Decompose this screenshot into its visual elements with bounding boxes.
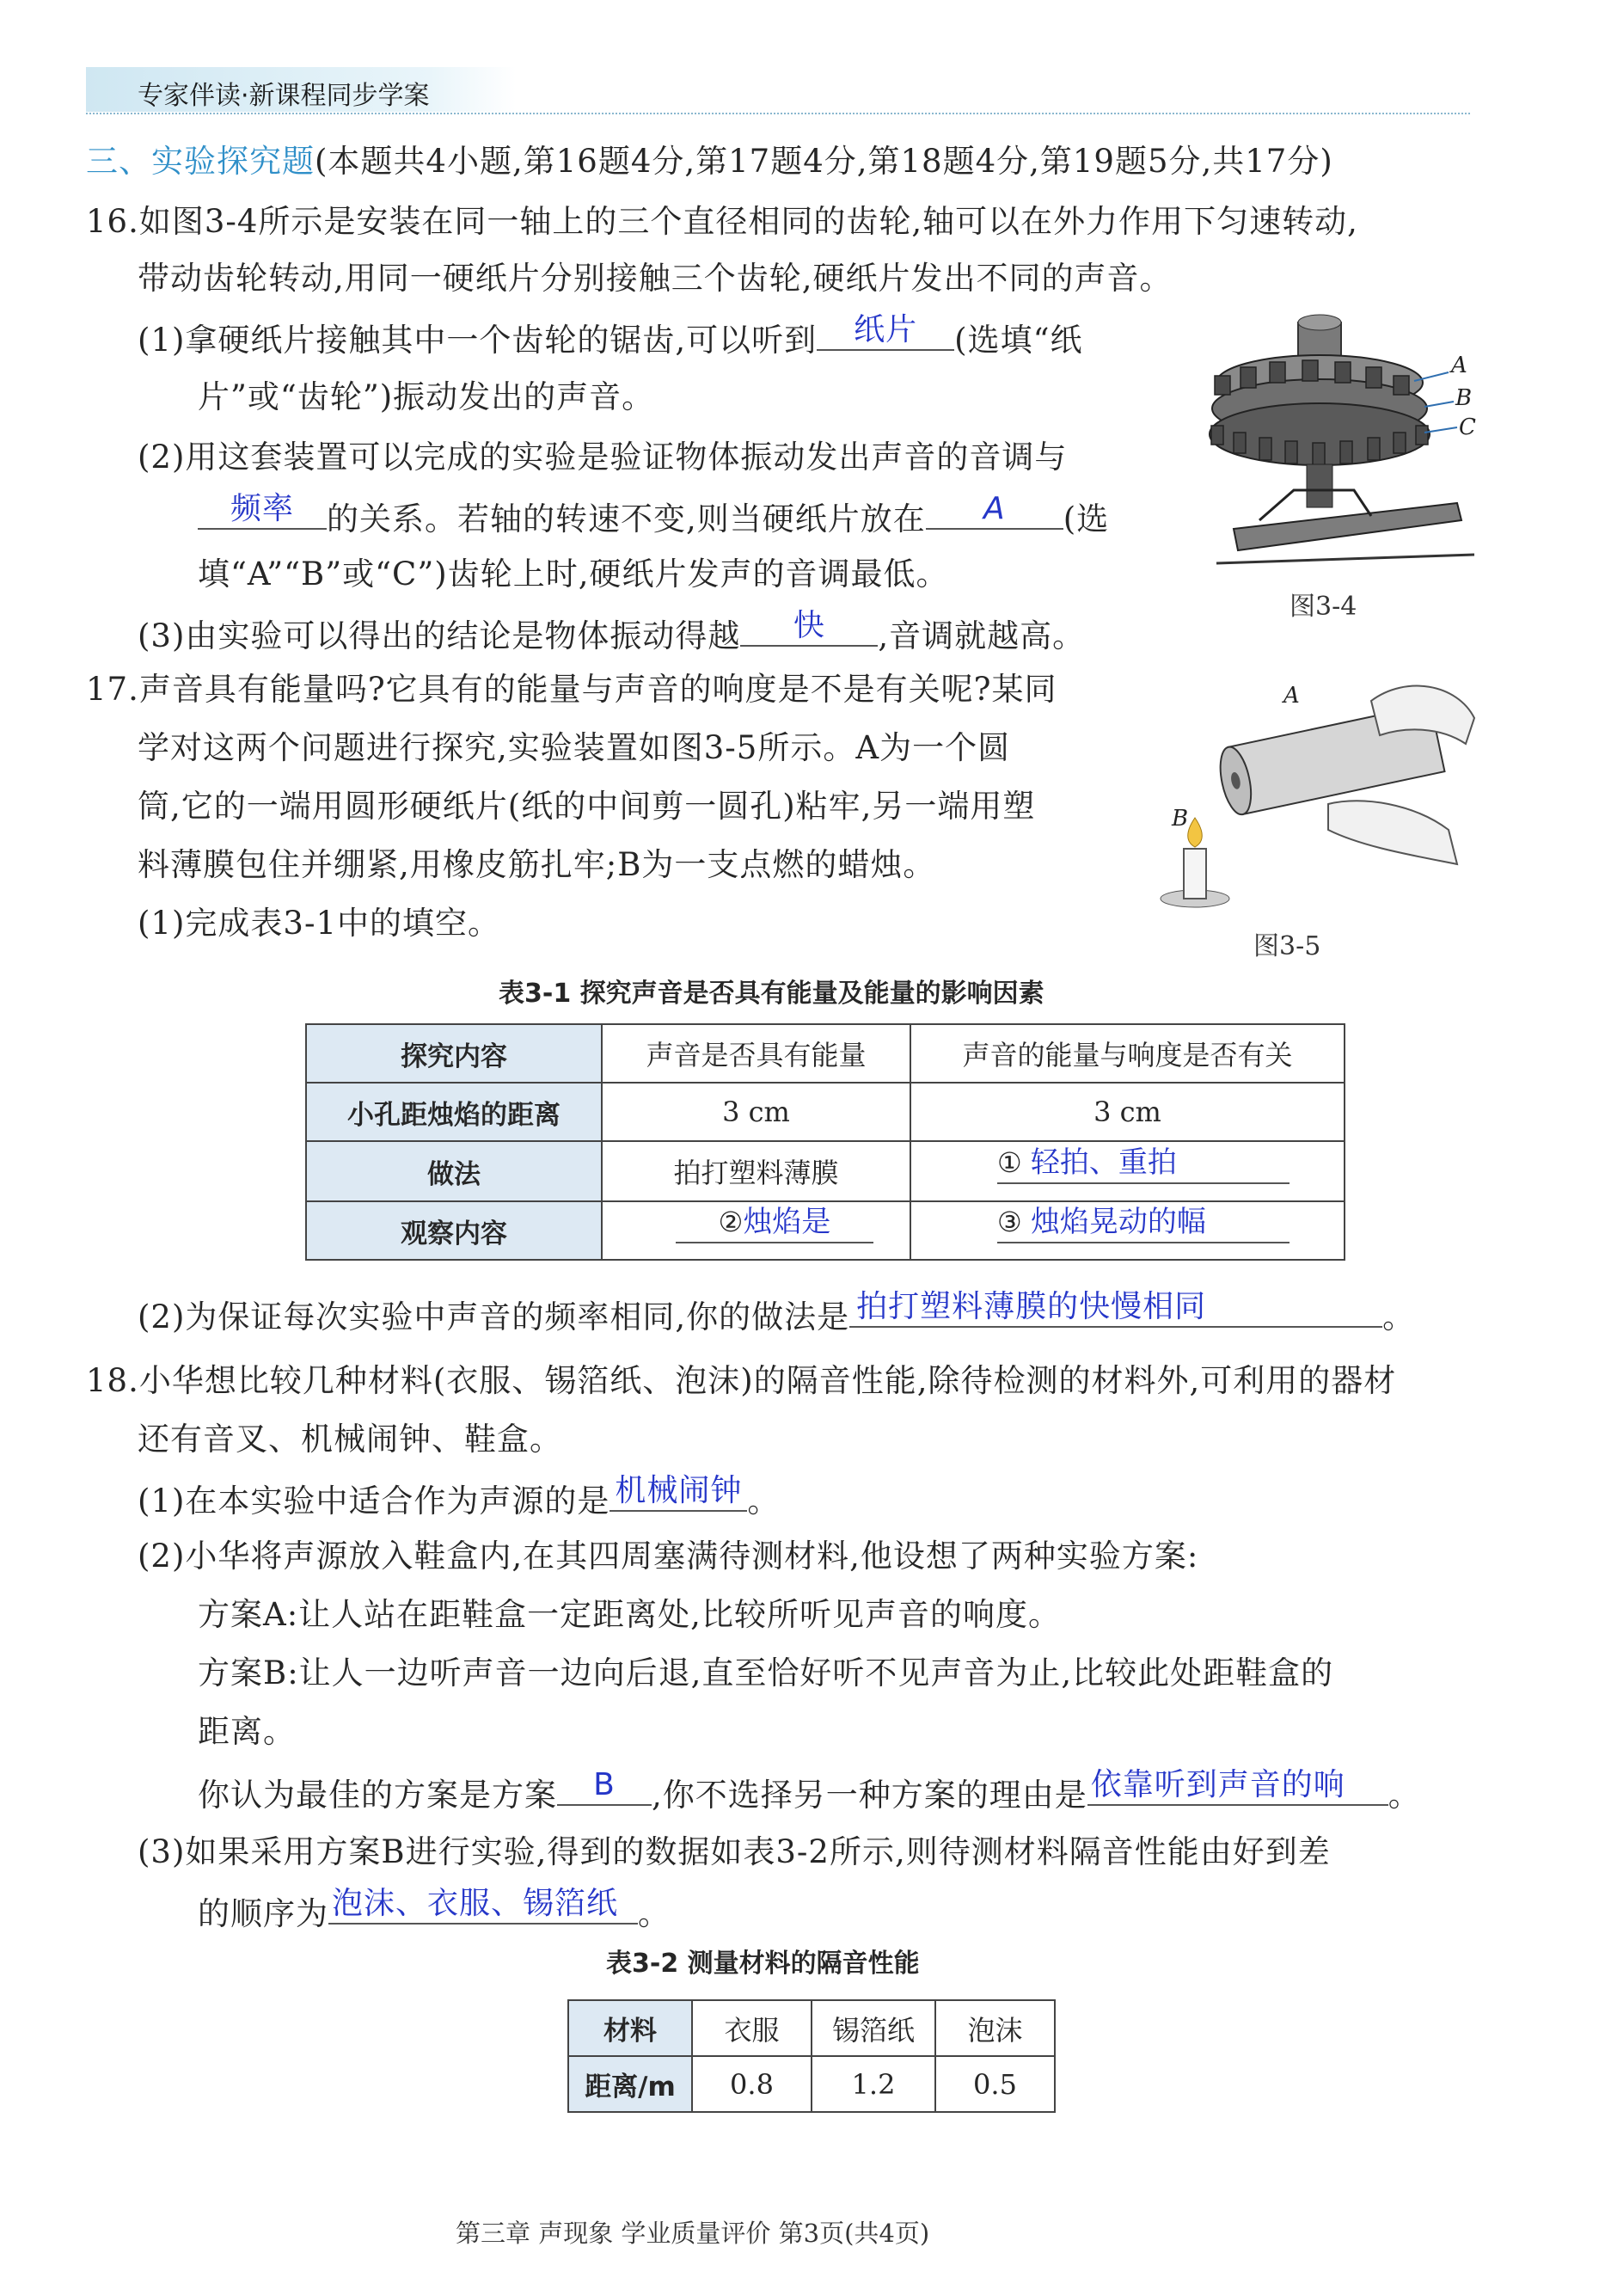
table-cell: 声音的能量与响度是否有关 (910, 1024, 1345, 1083)
table-row (306, 1083, 1345, 1141)
table-cell: 声音是否具有能量 (602, 1024, 910, 1083)
q16-p3-text: (3)由实验可以得出的结论是物体振动得越 (138, 617, 741, 654)
gear-figure (1199, 305, 1483, 580)
q16-p3-blank (740, 608, 878, 647)
table-3-1 (305, 1023, 1345, 1261)
q17-line1: 17.声音具有能量吗?它具有的能量与声音的响度是不是有关呢?某同 (86, 671, 1057, 708)
q18-reason-blank (1087, 1767, 1388, 1806)
blank-3-answer: 烛焰晃动的幅 (1030, 1205, 1206, 1239)
gear-label-b: B (1455, 385, 1473, 411)
blank-1 (997, 1145, 1290, 1184)
table-cell: 材料 (568, 2000, 692, 2056)
q18-choose-blank (557, 1767, 652, 1806)
q17-line3: 筒,它的一端用圆形硬纸片(纸的中间剪一圆孔)粘牢,另一端用塑 (138, 788, 1036, 825)
q18-part3-line2 (198, 1886, 671, 1932)
q16-p2-mid: 的关系。若轴的转速不变,则当硬纸片放在 (327, 500, 926, 537)
table-3-2-caption: 表3-2 测量材料的隔音性能 (606, 1949, 920, 1979)
q18-part2: (2)小华将声源放入鞋盒内,在其四周塞满待测材料,他设想了两种实验方案: (138, 1538, 1199, 1575)
table-cell: 0.8 (692, 2056, 812, 2112)
section-heading (86, 144, 1333, 179)
q16-p1-cont: 片”或“齿轮”)振动发出的声音。 (198, 378, 655, 415)
q18-p1-text: (1)在本实验中适合作为声源的是 (138, 1483, 610, 1519)
table-cell: 距离/m (568, 2056, 692, 2112)
q16-line1: 16.如图3-4所示是安装在同一轴上的三个直径相同的齿轮,轴可以在外力作用下匀速转动, (86, 203, 1358, 240)
table-cell: 3 cm (910, 1083, 1345, 1141)
q18-choose (198, 1767, 1421, 1814)
table-row (568, 2056, 1055, 2112)
q18-p3-end: 。 (638, 1895, 671, 1932)
q17-line4: 料薄膜包住并绷紧,用橡皮筋扎牢;B为一支点燃的蜡烛。 (138, 846, 936, 883)
q18-p1-end: 。 (747, 1483, 781, 1519)
table-cell: 探究内容 (306, 1024, 602, 1083)
table-row (306, 1201, 1345, 1260)
table-3-2 (567, 1999, 1056, 2113)
q18-plan-b-line2: 距离。 (198, 1713, 296, 1750)
q18-plan-a: 方案A:让人站在距鞋盒一定距离处,比较所听见声音的响度。 (198, 1596, 1061, 1633)
q18-plan-b-line1: 方案B:让人一边听声音一边向后退,直至恰好听不见声音为止,比较此处距鞋盒的 (198, 1654, 1334, 1691)
page-footer: 第三章 声现象 学业质量评价 第3页(共4页) (456, 2219, 930, 2248)
table-cell: 观察内容 (306, 1201, 602, 1260)
q18-part1 (138, 1473, 781, 1519)
table-cell: 0.5 (935, 2056, 1055, 2112)
q18-p1-answer: 机械闹钟 (615, 1473, 743, 1508)
q16-p1-answer: 纸片 (854, 312, 918, 347)
q16-p2-line3: 填“A”“B”或“C”)齿轮上时,硬纸片发声的音调最低。 (198, 556, 949, 592)
table-cell: 3 cm (602, 1083, 910, 1141)
q16-p2-line2 (198, 491, 1110, 537)
q16-part3 (138, 608, 1086, 654)
blank-3-num: ③ (997, 1206, 1022, 1238)
fig-3-4-caption: 图3-4 (1290, 592, 1357, 622)
q16-p1-blank (817, 312, 954, 351)
q18-line1: 18.小华想比较几种材料(衣服、锡箔纸、泡沫)的隔音性能,除待检测的材料外,可利用的器材 (86, 1362, 1397, 1399)
q18-choose-answer: B (593, 1767, 616, 1802)
section-note: (本题共4小题,第16题4分,第17题4分,第18题4分,第19题5分,共17分) (315, 143, 1333, 180)
q16-p2-blank2 (926, 491, 1063, 530)
gear-label-a: A (1451, 353, 1467, 378)
section-title: 三、实验探究题 (86, 143, 315, 180)
q16-p2-answer2: A (983, 491, 1006, 526)
blank-2 (676, 1205, 873, 1243)
q18-p3-blank (328, 1886, 638, 1925)
blank-1-answer: 轻拍、重拍 (1030, 1145, 1177, 1180)
gear-label-c: C (1459, 414, 1476, 440)
blank-3 (997, 1205, 1290, 1243)
table-cell: 做法 (306, 1141, 602, 1201)
q17-p2-end: 。 (1382, 1298, 1416, 1335)
table-row (306, 1024, 1345, 1083)
table-cell: 锡箔纸 (812, 2000, 935, 2056)
blank-1-num: ① (997, 1146, 1022, 1179)
q18-p3-text: 的顺序为 (198, 1895, 328, 1932)
candle-label-b: B (1172, 806, 1189, 832)
q16-line2: 带动齿轮转动,用同一硬纸片分别接触三个齿轮,硬纸片发出不同的声音。 (138, 260, 1173, 297)
q16-p3-tail: ,音调就越高。 (878, 617, 1086, 654)
header-title: 专家伴读·新课程同步学案 (138, 81, 430, 111)
q18-part3-line1: (3)如果采用方案B进行实验,得到的数据如表3-2所示,则待测材料隔音性能由好到差 (138, 1833, 1331, 1870)
table-row (568, 2000, 1055, 2056)
blank-2-answer: 烛焰是 (743, 1205, 831, 1239)
q16-p2-answer1: 频率 (230, 491, 294, 526)
table-cell: 拍打塑料薄膜 (602, 1141, 910, 1201)
q16-part1 (138, 312, 1083, 359)
blank-2-num: ② (718, 1206, 744, 1238)
q17-line2: 学对这两个问题进行探究,实验装置如图3-5所示。A为一个圆 (138, 729, 1011, 766)
q17-part1: (1)完成表3-1中的填空。 (138, 905, 500, 942)
table-cell-blank2 (602, 1201, 910, 1260)
table-cell: 泡沫 (935, 2000, 1055, 2056)
q16-p1-text: (1)拿硬纸片接触其中一个齿轮的锯齿,可以听到 (138, 322, 818, 359)
table-row (306, 1141, 1345, 1201)
table-cell-blank1 (910, 1141, 1345, 1201)
table-3-1-caption: 表3-1 探究声音是否具有能量及能量的影响因素 (499, 979, 1044, 1009)
q17-part2 (138, 1289, 1416, 1335)
q16-p2-blank1 (198, 491, 327, 530)
q18-line2: 还有音叉、机械闹钟、鞋盒。 (138, 1421, 562, 1458)
q18-p1-blank (610, 1473, 747, 1512)
q16-p3-answer: 快 (793, 608, 825, 643)
q18-choose-text: 你认为最佳的方案是方案 (198, 1777, 557, 1814)
table-cell-blank3 (910, 1201, 1345, 1260)
q16-p1-tail: (选填“纸 (954, 322, 1083, 359)
q17-p2-blank (849, 1289, 1382, 1328)
tube-candle-figure (1156, 666, 1483, 916)
q17-p2-text: (2)为保证每次实验中声音的频率相同,你的做法是 (138, 1298, 850, 1335)
table-cell: 1.2 (812, 2056, 935, 2112)
q17-p2-answer: 拍打塑料薄膜的快慢相同 (856, 1289, 1207, 1324)
q18-reason-text: ,你不选择另一种方案的理由是 (652, 1777, 1087, 1814)
q18-reason-answer: 依靠听到声音的响 (1090, 1767, 1345, 1802)
tube-label-a: A (1283, 683, 1300, 709)
q16-p2-text: (2)用这套装置可以完成的实验是验证物体振动发出声音的音调与 (138, 439, 1068, 476)
q16-p2-tail: (选 (1063, 500, 1110, 537)
q18-p3-answer: 泡沫、衣服、锡箔纸 (332, 1886, 619, 1921)
table-cell: 小孔距烛焰的距离 (306, 1083, 602, 1141)
table-cell: 衣服 (692, 2000, 812, 2056)
fig-3-5-caption: 图3-5 (1253, 931, 1321, 961)
q18-choose-end: 。 (1388, 1777, 1421, 1814)
header-divider (86, 113, 1470, 114)
